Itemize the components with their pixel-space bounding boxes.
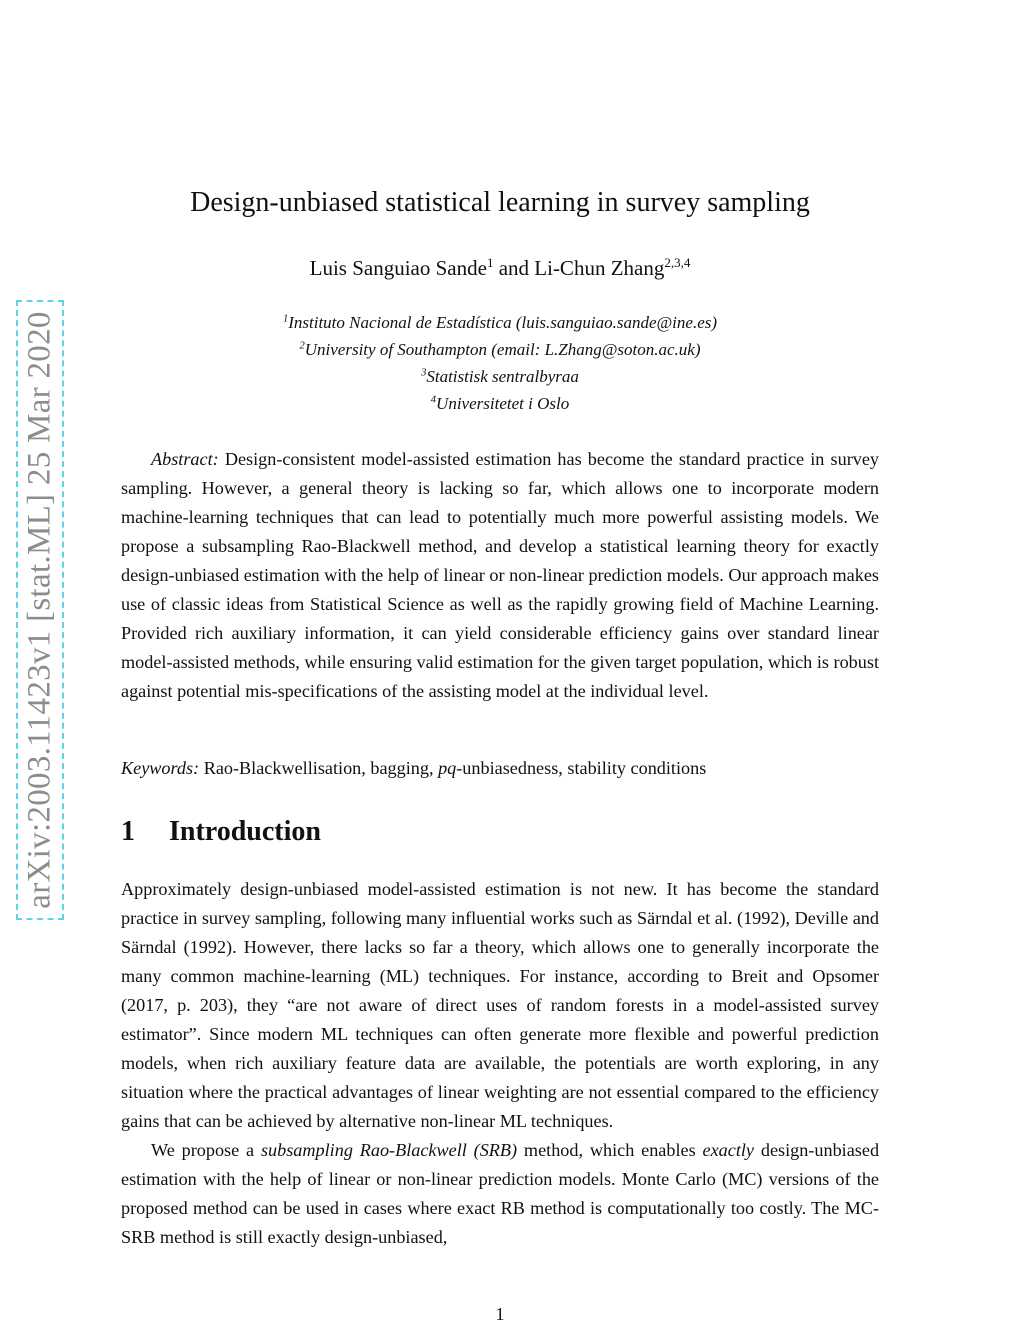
affiliation-text: Universitetet i Oslo <box>436 394 570 413</box>
author-list <box>0 256 1000 281</box>
section-number: 1 <box>121 816 135 847</box>
paragraph <box>121 1136 879 1252</box>
paragraph-text: We propose a <box>151 1140 255 1160</box>
author-conjunction: and <box>498 256 530 280</box>
affiliation <box>0 336 1000 363</box>
paragraph-text: method, which enables <box>523 1140 696 1160</box>
author-affil-marker: 2,3,4 <box>664 255 691 270</box>
keywords-text-rest: -unbiasedness, stability conditions <box>456 758 707 778</box>
affiliation-text: University of Southampton (email: L.Zhang@soton.ac.uk) <box>304 340 701 359</box>
keywords-label: Keywords: <box>121 758 200 778</box>
page-number: 1 <box>495 1304 505 1324</box>
author-affil-marker: 1 <box>486 255 494 270</box>
author-name: Li-Chun Zhang <box>534 256 665 280</box>
affiliation-text: Statistisk sentralbyraa <box>426 367 579 386</box>
affiliation-list <box>0 309 1000 417</box>
affiliation <box>0 309 1000 336</box>
author-name: Luis Sanguiao Sande <box>309 256 487 280</box>
section-heading <box>121 816 321 848</box>
emphasis-text: subsampling Rao-Blackwell (SRB) <box>260 1140 518 1160</box>
affiliation-text: Instituto Nacional de Estadística (luis.sanguiao.sande@ine.es) <box>288 313 718 332</box>
affiliation <box>0 390 1000 417</box>
paragraph-text: design-unbiased estimation with the help of linear or non-linear prediction models. Monte Carlo (MC) versions of the proposed method can be used in cases where exact RB method is computationally too costly. The MC-SRB method is still exactly design-unbiased, <box>121 1140 880 1247</box>
affiliation-marker: 3 <box>421 367 427 379</box>
affiliation-marker: 4 <box>430 394 437 406</box>
paragraph: Approximately design-unbiased model-assisted estimation is not new. It has become the standard practice in survey sampling, following many influential works such as Särndal et al. (1992), Deville and Särndal (1992). However, there lacks so far a theory, which allows one to generally incorporate the many common machine-learning (ML) techniques. For instance, according to Breit and Opsomer (2017, p. 203), they “are not aware of direct uses of random forests in a model-assisted survey estimator”. Since modern ML techniques can often generate more flexible and powerful prediction models, when rich auxiliary feature data are available, the potentials are worth exploring, in any situation where the practical advantages of linear weighting are not essential compared to the efficiency gains that can be achieved by alternative non-linear ML techniques. <box>121 879 879 1131</box>
affiliation-marker: 1 <box>282 313 289 325</box>
abstract-label: Abstract: <box>151 449 219 469</box>
keywords-text: Rao-Blackwellisation, bagging, <box>203 758 434 778</box>
affiliation-marker: 2 <box>299 340 305 352</box>
affiliation <box>0 363 1000 390</box>
section-title: Introduction <box>169 816 321 847</box>
introduction-body <box>121 875 879 1252</box>
arxiv-stamp-text: arXiv:2003.11423v1 [stat.ML] 25 Mar 2020 <box>21 311 58 909</box>
emphasis-text: exactly <box>702 1140 755 1160</box>
abstract-text: Design-consistent model-assisted estimation has become the standard practice in survey sampling. However, a general theory is lacking so far, which allows one to incorporate modern machine-learning techniques that can lead to potentially much more powerful assisting models. We propose a subsampling Rao-Blackwell method, and develop a statistical learning theory for exactly design-unbiased estimation with the help of linear or non-linear prediction models. Our approach makes use of classic ideas from Statistical Science as well as the rapidly growing field of Machine Learning. Provided rich auxiliary information, it can yield considerable efficiency gains over standard linear model-assisted methods, while ensuring valid estimation for the given target population, which is robust against potential mis-specifications of the assisting model at the individual level. <box>121 449 880 701</box>
paper-title: Design-unbiased statistical learning in survey sampling <box>190 187 810 218</box>
keywords-italic-term: pq <box>438 758 457 778</box>
keywords <box>121 754 879 783</box>
abstract <box>121 445 879 706</box>
